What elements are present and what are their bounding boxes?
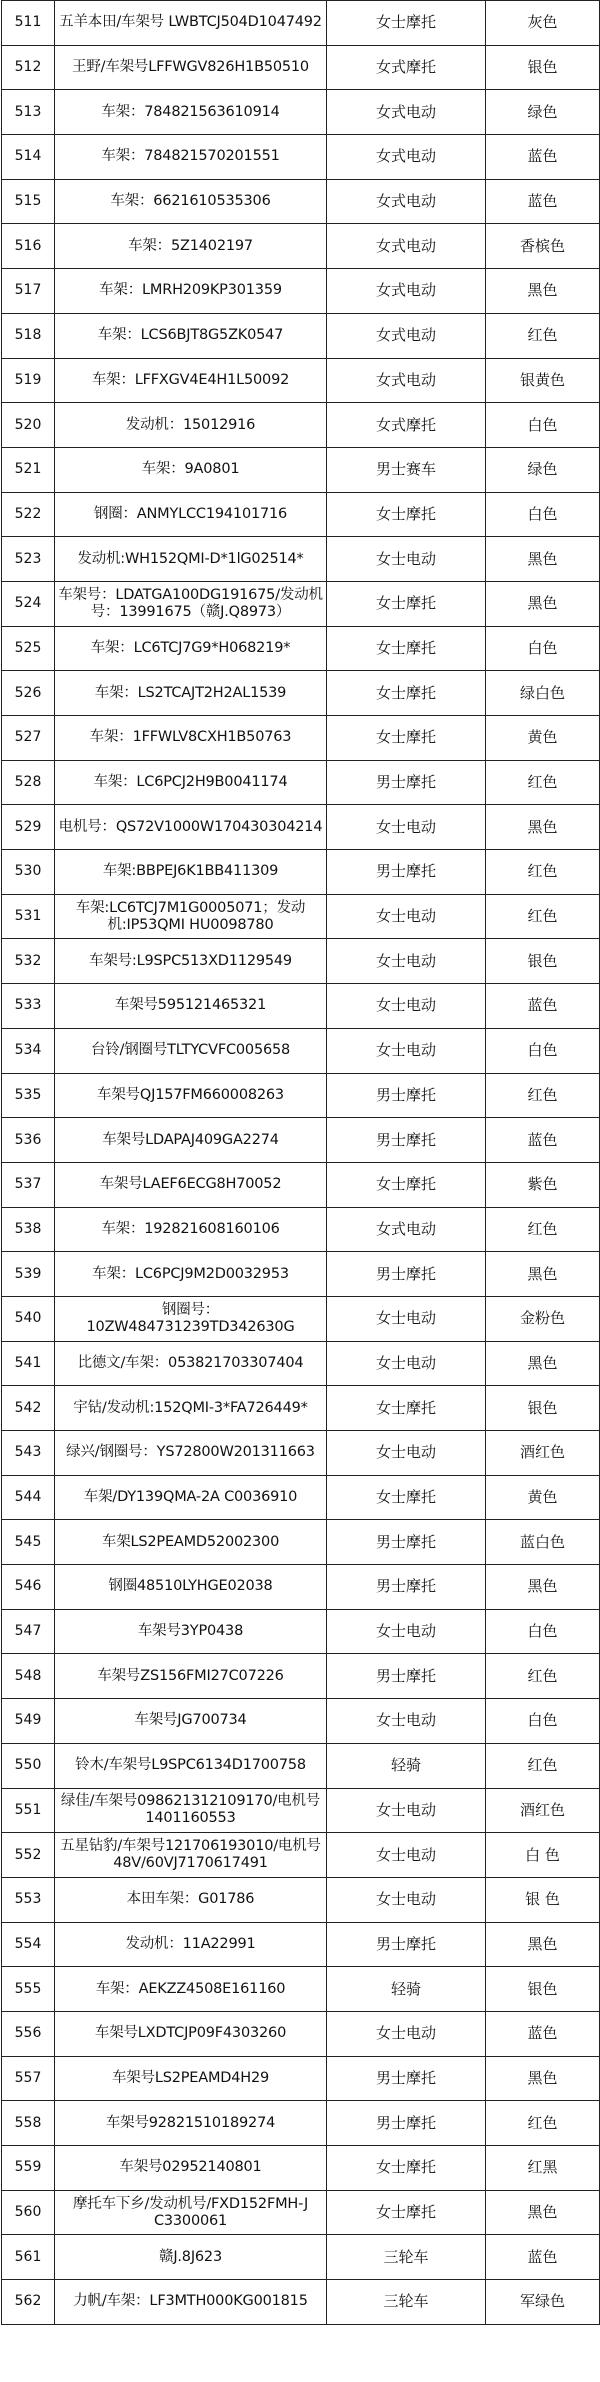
vehicle-identifier-cell: 五羊本田/车架号 LWBTCJ504D1047492: [55, 1, 327, 46]
table-row: [2, 2146, 600, 2191]
vehicle-identifier-cell: 车架号JG700734: [55, 1699, 327, 1744]
vehicle-identifier-cell: 发动机：15012916: [55, 403, 327, 448]
vehicle-color-cell: 黑色: [486, 269, 600, 314]
table-row: [2, 492, 600, 537]
vehicle-identifier-cell: 车架:BBPEJ6K1BB411309: [55, 850, 327, 895]
vehicle-type-cell: 女士电动: [327, 1699, 486, 1744]
vehicle-type-cell: 男士赛车: [327, 447, 486, 492]
vehicle-type-cell: 三轮车: [327, 2280, 486, 2325]
table-row: [2, 1475, 600, 1520]
vehicle-identifier-cell: 五星钻豹/车架号121706193010/电机号48V/60VJ7170617491: [55, 1833, 327, 1878]
vehicle-color-cell: 黑色: [486, 1341, 600, 1386]
row-number-cell: 539: [2, 1252, 55, 1297]
table-row: [2, 939, 600, 984]
row-number-cell: 531: [2, 894, 55, 939]
vehicle-identifier-cell: 车架：LC6PCJ2H9B0041174: [55, 760, 327, 805]
row-number-cell: 525: [2, 626, 55, 671]
vehicle-type-cell: 女式电动: [327, 358, 486, 403]
vehicle-type-cell: 男士摩托: [327, 1252, 486, 1297]
vehicle-identifier-cell: 车架：LFFXGV4E4H1L50092: [55, 358, 327, 403]
row-number-cell: 511: [2, 1, 55, 46]
row-number-cell: 550: [2, 1743, 55, 1788]
vehicle-type-cell: 女士摩托: [327, 2146, 486, 2191]
vehicle-type-cell: 女士摩托: [327, 1162, 486, 1207]
vehicle-type-cell: 男士摩托: [327, 2056, 486, 2101]
vehicle-type-cell: 女士电动: [327, 1341, 486, 1386]
vehicle-type-cell: 女士摩托: [327, 492, 486, 537]
row-number-cell: 523: [2, 537, 55, 582]
vehicle-identifier-cell: 车架：1FFWLV8CXH1B50763: [55, 716, 327, 761]
vehicle-color-cell: 红色: [486, 850, 600, 895]
table-row: [2, 1028, 600, 1073]
table-row: [2, 626, 600, 671]
vehicle-identifier-cell: 车架：784821570201551: [55, 135, 327, 180]
table-row: [2, 1073, 600, 1118]
row-number-cell: 534: [2, 1028, 55, 1073]
vehicle-type-cell: 男士摩托: [327, 1654, 486, 1699]
table-row: [2, 1654, 600, 1699]
vehicle-type-cell: 女式电动: [327, 313, 486, 358]
row-number-cell: 515: [2, 179, 55, 224]
row-number-cell: 560: [2, 2190, 55, 2235]
vehicle-type-cell: 女士电动: [327, 1028, 486, 1073]
table-row: [2, 224, 600, 269]
row-number-cell: 529: [2, 805, 55, 850]
vehicle-color-cell: 白色: [486, 403, 600, 448]
table-row: [2, 1207, 600, 1252]
vehicle-identifier-cell: 车架号92821510189274: [55, 2101, 327, 2146]
table-row: [2, 90, 600, 135]
table-row: [2, 1296, 600, 1341]
vehicle-color-cell: 蓝色: [486, 2235, 600, 2280]
vehicle-type-cell: 女士电动: [327, 1609, 486, 1654]
vehicle-type-cell: 男士摩托: [327, 1922, 486, 1967]
vehicle-color-cell: 银色: [486, 45, 600, 90]
vehicle-identifier-cell: 绿佳/车架号098621312109170/电机号1401160553: [55, 1788, 327, 1833]
row-number-cell: 541: [2, 1341, 55, 1386]
row-number-cell: 558: [2, 2101, 55, 2146]
row-number-cell: 512: [2, 45, 55, 90]
vehicle-color-cell: 紫色: [486, 1162, 600, 1207]
vehicle-color-cell: 银色: [486, 1967, 600, 2012]
vehicle-color-cell: 蓝色: [486, 2011, 600, 2056]
vehicle-color-cell: 灰色: [486, 1, 600, 46]
vehicle-identifier-cell: 车架：9A0801: [55, 447, 327, 492]
vehicle-color-cell: 黄色: [486, 1475, 600, 1520]
table-row: [2, 358, 600, 403]
vehicle-type-cell: 女士摩托: [327, 1475, 486, 1520]
vehicle-type-cell: 女士摩托: [327, 581, 486, 626]
vehicle-table: [1, 0, 600, 2325]
vehicle-type-cell: 轻骑: [327, 1743, 486, 1788]
vehicle-color-cell: 军绿色: [486, 2280, 600, 2325]
table-row: [2, 1788, 600, 1833]
vehicle-identifier-cell: 钢圈号：10ZW484731239TD342630G: [55, 1296, 327, 1341]
row-number-cell: 559: [2, 2146, 55, 2191]
vehicle-type-cell: 轻骑: [327, 1967, 486, 2012]
vehicle-color-cell: 黑色: [486, 2190, 600, 2235]
row-number-cell: 526: [2, 671, 55, 716]
vehicle-identifier-cell: 台铃/钢圈号TLTYCVFC005658: [55, 1028, 327, 1073]
vehicle-identifier-cell: 车架号LAEF6ECG8H70052: [55, 1162, 327, 1207]
row-number-cell: 535: [2, 1073, 55, 1118]
table-row: [2, 805, 600, 850]
vehicle-identifier-cell: 本田车架：G01786: [55, 1877, 327, 1922]
table-row: [2, 1699, 600, 1744]
table-row: [2, 447, 600, 492]
vehicle-identifier-cell: 车架号QJ157FM660008263: [55, 1073, 327, 1118]
row-number-cell: 551: [2, 1788, 55, 1833]
vehicle-type-cell: 男士摩托: [327, 1565, 486, 1610]
vehicle-identifier-cell: 车架：5Z1402197: [55, 224, 327, 269]
vehicle-color-cell: 黑色: [486, 1922, 600, 1967]
vehicle-identifier-cell: 车架号595121465321: [55, 984, 327, 1029]
vehicle-color-cell: 黑色: [486, 805, 600, 850]
table-row: [2, 403, 600, 448]
vehicle-identifier-cell: 车架：LC6TCJ7G9*H068219*: [55, 626, 327, 671]
row-number-cell: 517: [2, 269, 55, 314]
vehicle-identifier-cell: 车架号LXDTCJP09F4303260: [55, 2011, 327, 2056]
vehicle-type-cell: 女士电动: [327, 984, 486, 1029]
vehicle-type-cell: 女士摩托: [327, 671, 486, 716]
vehicle-type-cell: 女士电动: [327, 2011, 486, 2056]
table-row: [2, 1431, 600, 1476]
table-row: [2, 2190, 600, 2235]
vehicle-color-cell: 白色: [486, 1028, 600, 1073]
vehicle-type-cell: 女式电动: [327, 224, 486, 269]
row-number-cell: 521: [2, 447, 55, 492]
row-number-cell: 552: [2, 1833, 55, 1878]
vehicle-color-cell: 黑色: [486, 581, 600, 626]
row-number-cell: 518: [2, 313, 55, 358]
row-number-cell: 514: [2, 135, 55, 180]
vehicle-color-cell: 蓝白色: [486, 1520, 600, 1565]
vehicle-identifier-cell: 车架：LC6PCJ9M2D0032953: [55, 1252, 327, 1297]
vehicle-color-cell: 黑色: [486, 537, 600, 582]
vehicle-identifier-cell: 车架：LMRH209KP301359: [55, 269, 327, 314]
vehicle-color-cell: 黑色: [486, 1565, 600, 1610]
vehicle-type-cell: 女式摩托: [327, 403, 486, 448]
vehicle-color-cell: 酒红色: [486, 1788, 600, 1833]
vehicle-color-cell: 黑色: [486, 2056, 600, 2101]
vehicle-table-body: [2, 1, 600, 2325]
table-row: [2, 537, 600, 582]
vehicle-color-cell: 黄色: [486, 716, 600, 761]
vehicle-type-cell: 三轮车: [327, 2235, 486, 2280]
table-row: [2, 1609, 600, 1654]
vehicle-color-cell: 蓝色: [486, 1118, 600, 1163]
table-row: [2, 1565, 600, 1610]
table-row: [2, 1743, 600, 1788]
vehicle-identifier-cell: 发动机:WH152QMI-D*1lG02514*: [55, 537, 327, 582]
vehicle-color-cell: 香槟色: [486, 224, 600, 269]
table-row: [2, 671, 600, 716]
row-number-cell: 519: [2, 358, 55, 403]
vehicle-type-cell: 女士摩托: [327, 2190, 486, 2235]
vehicle-identifier-cell: 绿兴/钢圈号：YS72800W201311663: [55, 1431, 327, 1476]
vehicle-color-cell: 红色: [486, 2101, 600, 2146]
vehicle-type-cell: 女士电动: [327, 1296, 486, 1341]
vehicle-color-cell: 蓝色: [486, 179, 600, 224]
table-row: [2, 2101, 600, 2146]
vehicle-color-cell: 红色: [486, 1073, 600, 1118]
row-number-cell: 562: [2, 2280, 55, 2325]
vehicle-type-cell: 女士电动: [327, 1833, 486, 1878]
row-number-cell: 561: [2, 2235, 55, 2280]
vehicle-type-cell: 女士摩托: [327, 626, 486, 671]
table-row: [2, 716, 600, 761]
vehicle-identifier-cell: 力帆/车架：LF3MTH000KG001815: [55, 2280, 327, 2325]
vehicle-identifier-cell: 车架LS2PEAMD52002300: [55, 1520, 327, 1565]
table-row: [2, 1967, 600, 2012]
table-row: [2, 1, 600, 46]
vehicle-identifier-cell: 车架号：LDATGA100DG191675/发动机号：13991675（赣J.Q8973）: [55, 581, 327, 626]
row-number-cell: 555: [2, 1967, 55, 2012]
table-row: [2, 1162, 600, 1207]
vehicle-identifier-cell: 车架：LCS6BJT8G5ZK0547: [55, 313, 327, 358]
row-number-cell: 530: [2, 850, 55, 895]
vehicle-identifier-cell: 车架：LS2TCAJT2H2AL1539: [55, 671, 327, 716]
row-number-cell: 557: [2, 2056, 55, 2101]
table-row: [2, 1341, 600, 1386]
vehicle-type-cell: 男士摩托: [327, 1073, 486, 1118]
vehicle-identifier-cell: 车架号02952140801: [55, 2146, 327, 2191]
vehicle-type-cell: 女式电动: [327, 269, 486, 314]
vehicle-identifier-cell: 车架：192821608160106: [55, 1207, 327, 1252]
vehicle-type-cell: 女式电动: [327, 1207, 486, 1252]
vehicle-type-cell: 女式电动: [327, 135, 486, 180]
vehicle-identifier-cell: 车架：AEKZZ4508E161160: [55, 1967, 327, 2012]
vehicle-identifier-cell: 车架：6621610535306: [55, 179, 327, 224]
table-row: [2, 1833, 600, 1878]
vehicle-identifier-cell: 车架号LDAPAJ409GA2274: [55, 1118, 327, 1163]
row-number-cell: 516: [2, 224, 55, 269]
vehicle-color-cell: 红黑: [486, 2146, 600, 2191]
vehicle-color-cell: 红色: [486, 1207, 600, 1252]
row-number-cell: 553: [2, 1877, 55, 1922]
vehicle-identifier-cell: 电机号：QS72V1000W170430304214: [55, 805, 327, 850]
vehicle-type-cell: 女士电动: [327, 939, 486, 984]
vehicle-type-cell: 男士摩托: [327, 2101, 486, 2146]
vehicle-color-cell: 白色: [486, 1699, 600, 1744]
vehicle-color-cell: 红色: [486, 1654, 600, 1699]
vehicle-type-cell: 女士电动: [327, 894, 486, 939]
table-row: [2, 581, 600, 626]
row-number-cell: 533: [2, 984, 55, 1029]
vehicle-color-cell: 蓝色: [486, 135, 600, 180]
vehicle-color-cell: 金粉色: [486, 1296, 600, 1341]
vehicle-identifier-cell: 宇钻/发动机:152QMI-3*FA726449*: [55, 1386, 327, 1431]
row-number-cell: 542: [2, 1386, 55, 1431]
vehicle-identifier-cell: 发动机：11A22991: [55, 1922, 327, 1967]
vehicle-identifier-cell: 摩托车下乡/发动机号/FXD152FMH-J C3300061: [55, 2190, 327, 2235]
row-number-cell: 527: [2, 716, 55, 761]
vehicle-type-cell: 男士摩托: [327, 1118, 486, 1163]
row-number-cell: 520: [2, 403, 55, 448]
row-number-cell: 548: [2, 1654, 55, 1699]
vehicle-color-cell: 银色: [486, 939, 600, 984]
table-row: [2, 1386, 600, 1431]
vehicle-identifier-cell: 赣J.8J623: [55, 2235, 327, 2280]
vehicle-type-cell: 女式电动: [327, 179, 486, 224]
vehicle-color-cell: 银黄色: [486, 358, 600, 403]
table-row: [2, 2011, 600, 2056]
vehicle-identifier-cell: 钢圈：ANMYLCC194101716: [55, 492, 327, 537]
vehicle-color-cell: 绿白色: [486, 671, 600, 716]
row-number-cell: 556: [2, 2011, 55, 2056]
vehicle-identifier-cell: 车架号3YP0438: [55, 1609, 327, 1654]
table-row: [2, 2235, 600, 2280]
table-row: [2, 1877, 600, 1922]
table-row: [2, 1252, 600, 1297]
row-number-cell: 547: [2, 1609, 55, 1654]
vehicle-identifier-cell: 车架/DY139QMA-2A C0036910: [55, 1475, 327, 1520]
vehicle-type-cell: 女士电动: [327, 537, 486, 582]
table-row: [2, 2056, 600, 2101]
vehicle-type-cell: 女士电动: [327, 805, 486, 850]
vehicle-identifier-cell: 钢圈48510LYHGE02038: [55, 1565, 327, 1610]
vehicle-type-cell: 男士摩托: [327, 850, 486, 895]
row-number-cell: 522: [2, 492, 55, 537]
vehicle-type-cell: 女式摩托: [327, 45, 486, 90]
table-row: [2, 45, 600, 90]
table-row: [2, 2280, 600, 2325]
vehicle-color-cell: 红色: [486, 1743, 600, 1788]
table-row: [2, 984, 600, 1029]
vehicle-type-cell: 女士电动: [327, 1431, 486, 1476]
vehicle-type-cell: 女士电动: [327, 1788, 486, 1833]
vehicle-color-cell: 红色: [486, 313, 600, 358]
vehicle-identifier-cell: 铃木/车架号L9SPC6134D1700758: [55, 1743, 327, 1788]
row-number-cell: 537: [2, 1162, 55, 1207]
row-number-cell: 528: [2, 760, 55, 805]
vehicle-identifier-cell: 比德文/车架：053821703307404: [55, 1341, 327, 1386]
vehicle-identifier-cell: 车架号:L9SPC513XD1129549: [55, 939, 327, 984]
vehicle-color-cell: 红色: [486, 760, 600, 805]
vehicle-identifier-cell: 车架：784821563610914: [55, 90, 327, 135]
table-row: [2, 1922, 600, 1967]
row-number-cell: 540: [2, 1296, 55, 1341]
vehicle-color-cell: 白色: [486, 626, 600, 671]
vehicle-identifier-cell: 车架号LS2PEAMD4H29: [55, 2056, 327, 2101]
vehicle-type-cell: 男士摩托: [327, 1520, 486, 1565]
table-row: [2, 269, 600, 314]
vehicle-color-cell: 绿色: [486, 90, 600, 135]
vehicle-color-cell: 红色: [486, 894, 600, 939]
row-number-cell: 543: [2, 1431, 55, 1476]
table-row: [2, 313, 600, 358]
vehicle-identifier-cell: 王野/车架号LFFWGV826H1B50510: [55, 45, 327, 90]
table-row: [2, 135, 600, 180]
table-row: [2, 179, 600, 224]
row-number-cell: 524: [2, 581, 55, 626]
vehicle-type-cell: 女士电动: [327, 1877, 486, 1922]
vehicle-color-cell: 银色: [486, 1386, 600, 1431]
vehicle-color-cell: 黑色: [486, 1252, 600, 1297]
vehicle-identifier-cell: 车架号ZS156FMI27C07226: [55, 1654, 327, 1699]
row-number-cell: 549: [2, 1699, 55, 1744]
row-number-cell: 545: [2, 1520, 55, 1565]
vehicle-color-cell: 蓝色: [486, 984, 600, 1029]
row-number-cell: 538: [2, 1207, 55, 1252]
vehicle-color-cell: 酒红色: [486, 1431, 600, 1476]
vehicle-color-cell: 白色: [486, 492, 600, 537]
vehicle-color-cell: 绿色: [486, 447, 600, 492]
vehicle-type-cell: 男士摩托: [327, 760, 486, 805]
vehicle-type-cell: 女士摩托: [327, 1, 486, 46]
vehicle-type-cell: 女士摩托: [327, 716, 486, 761]
row-number-cell: 532: [2, 939, 55, 984]
row-number-cell: 513: [2, 90, 55, 135]
row-number-cell: 546: [2, 1565, 55, 1610]
table-row: [2, 1118, 600, 1163]
row-number-cell: 536: [2, 1118, 55, 1163]
row-number-cell: 554: [2, 1922, 55, 1967]
table-row: [2, 1520, 600, 1565]
vehicle-color-cell: 银 色: [486, 1877, 600, 1922]
row-number-cell: 544: [2, 1475, 55, 1520]
vehicle-color-cell: 白 色: [486, 1833, 600, 1878]
vehicle-identifier-cell: 车架:LC6TCJ7M1G0005071；发动机:IP53QMI HU0098780: [55, 894, 327, 939]
table-row: [2, 850, 600, 895]
vehicle-type-cell: 女士摩托: [327, 1386, 486, 1431]
table-row: [2, 760, 600, 805]
vehicle-type-cell: 女式电动: [327, 90, 486, 135]
table-row: [2, 894, 600, 939]
vehicle-color-cell: 白色: [486, 1609, 600, 1654]
